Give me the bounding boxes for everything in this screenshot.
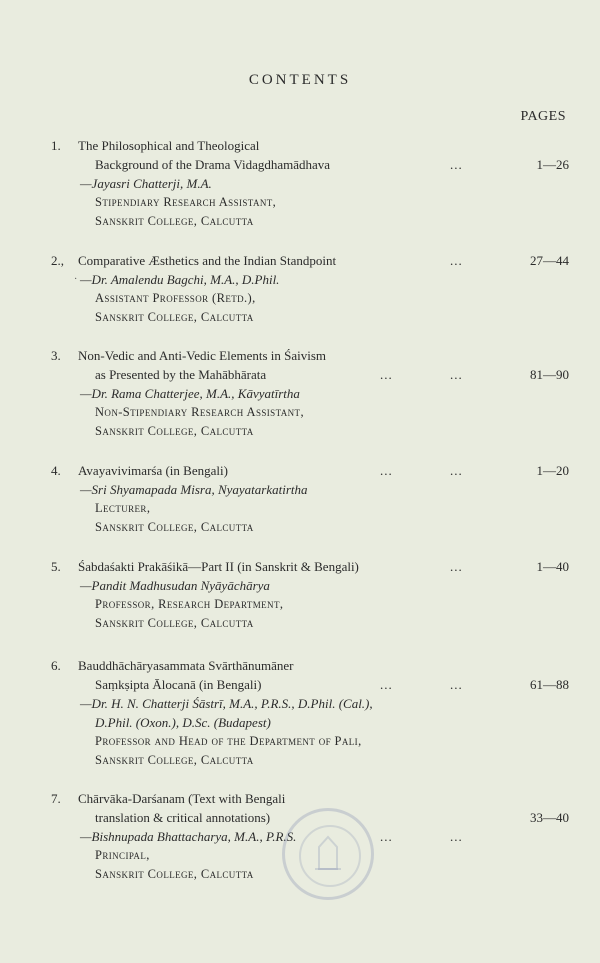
entry-author-cont: D.Phil. (Oxon.), D.Sc. (Budapest) (95, 715, 271, 730)
entry-author: —Pandit Madhusudan Nyāyāchārya (80, 578, 270, 593)
entry-author: —Sri Shyamapada Misra, Nyayatarkatirtha (80, 482, 308, 497)
entry-affiliation: Sanskrit College, Calcutta (95, 424, 254, 438)
toc-entry-6 (0, 656, 600, 770)
entry-affiliation: Professor, Research Department, (95, 597, 284, 611)
leader-dots: ... (380, 829, 393, 844)
leader-dots: ... (380, 463, 393, 478)
entry-affiliation: Sanskrit College, Calcutta (95, 753, 254, 767)
entry-title: Avayavivimarśa (in Bengali) (78, 463, 228, 478)
toc-entry-3 (0, 346, 600, 441)
leader-dots: ... (450, 559, 463, 574)
leader-dots: ... (450, 157, 463, 172)
pages-column-header: PAGES (520, 109, 566, 124)
leader-dots: ... (450, 677, 463, 692)
entry-affiliation: Non-Stipendiary Research Assistant, (95, 405, 304, 419)
leader-dots: ... (450, 829, 463, 844)
toc-entry-2 (0, 251, 600, 327)
leader-dots: ... (450, 253, 463, 268)
entry-pages: 33—40 (530, 810, 569, 825)
entry-number: 7. (51, 791, 61, 806)
toc-entry-5 (0, 557, 600, 633)
entry-title: Bauddhāchāryasammata Svārthānumāner (78, 658, 294, 673)
entry-affiliation: Sanskrit College, Calcutta (95, 310, 254, 324)
entry-number: 2., (51, 253, 64, 268)
entry-number: 6. (51, 658, 61, 673)
entry-author: —Jayasri Chatterji, M.A. (80, 176, 212, 191)
print-mark: · (74, 274, 78, 285)
entry-author: —Dr. Rama Chatterjee, M.A., Kāvyatīrtha (80, 386, 300, 401)
leader-dots: ... (450, 463, 463, 478)
entry-affiliation: Lecturer, (95, 501, 151, 515)
entry-affiliation: Assistant Professor (Retd.), (95, 291, 256, 305)
entry-author: —Bishnupada Bhattacharya, M.A., P.R.S. (80, 829, 297, 844)
entry-title: Śabdaśakti Prakāśikā—Part II (in Sanskrit & Bengali) (78, 559, 359, 574)
entry-pages: 27—44 (530, 253, 569, 268)
leader-dots: ... (380, 367, 393, 382)
entry-number: 3. (51, 348, 61, 363)
entry-number: 1. (51, 138, 61, 153)
entry-pages: 81—90 (530, 367, 569, 382)
entry-pages: 1—20 (536, 463, 569, 478)
entry-number: 4. (51, 463, 61, 478)
entry-affiliation: Sanskrit College, Calcutta (95, 867, 254, 881)
entry-title: Chārvāka-Darśanam (Text with Bengali (78, 791, 286, 806)
entry-pages: 1—26 (536, 157, 569, 172)
entry-affiliation: Sanskrit College, Calcutta (95, 520, 254, 534)
entry-pages: 1—40 (536, 559, 569, 574)
entry-title-cont: translation & critical annotations) (95, 810, 271, 825)
entry-title: Non-Vedic and Anti-Vedic Elements in Śaivism (78, 348, 327, 363)
entry-number: 5. (51, 559, 61, 574)
page-title: CONTENTS (248, 72, 352, 88)
entry-title-cont: Saṃkṣipta Ālocanā (in Bengali) (95, 677, 262, 692)
entry-title-cont: Background of the Drama Vidagdhamādhava (95, 157, 331, 172)
entry-author: —Dr. H. N. Chatterji Śāstrī, M.A., P.R.S., D.Phil. (Cal.), (80, 696, 373, 711)
entry-affiliation: Sanskrit College, Calcutta (95, 616, 254, 630)
library-seal-watermark (282, 808, 374, 900)
entry-pages: 61—88 (530, 677, 569, 692)
toc-entry-4 (0, 461, 600, 537)
entry-affiliation: Professor and Head of the Department of Pali, (95, 734, 362, 748)
entry-affiliation: Stipendiary Research Assistant, (95, 195, 277, 209)
toc-entry-1 (0, 136, 600, 231)
leader-dots: ... (450, 367, 463, 382)
entry-title: The Philosophical and Theological (78, 138, 260, 153)
leader-dots: ... (380, 677, 393, 692)
entry-affiliation: Sanskrit College, Calcutta (95, 214, 254, 228)
seal-emblem-icon (285, 811, 371, 897)
entry-title-cont: as Presented by the Mahābhārata (95, 367, 267, 382)
entry-affiliation: Principal, (95, 848, 150, 862)
entry-title: Comparative Æsthetics and the Indian Standpoint (78, 253, 337, 268)
entry-author: —Dr. Amalendu Bagchi, M.A., D.Phil. (80, 272, 280, 287)
